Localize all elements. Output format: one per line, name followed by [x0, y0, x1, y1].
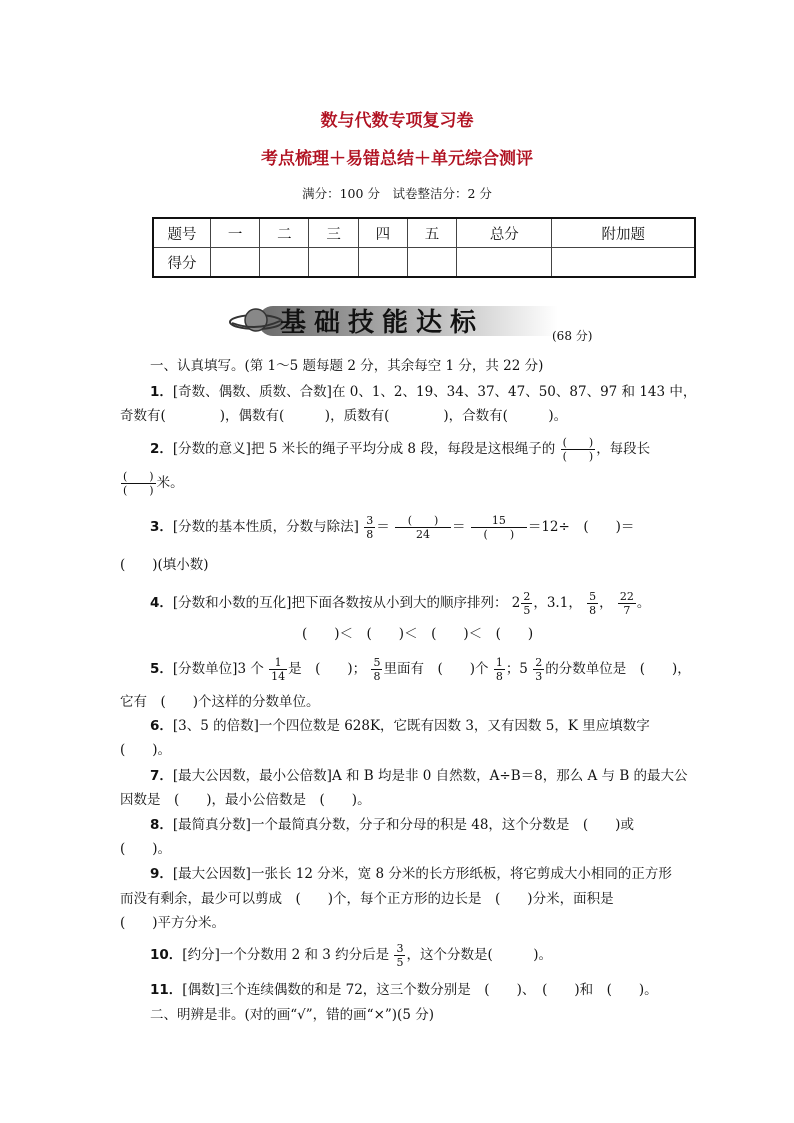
section-banner — [228, 300, 548, 340]
question-text: ，这个分数是( )。 — [406, 947, 553, 963]
fraction: $\frac{2}{3}$ — [535, 656, 543, 683]
score-table-score-row — [153, 248, 695, 278]
score-cell-blank[interactable] — [309, 248, 358, 278]
question-text: [最简真分数]一个最简真分数，分子和分母的积是 48，这个分数是 ( )或 — [172, 817, 634, 833]
question-6-line2: ( )。 — [120, 742, 172, 758]
question-number: 5． — [150, 661, 173, 677]
question-4-answer-line[interactable]: ( )＜ ( )＜ ( )＜ ( ) — [302, 626, 534, 642]
score-cell-blank[interactable] — [260, 248, 309, 278]
question-number: 3． — [150, 519, 173, 535]
fraction: $\frac{3}{8}$ — [366, 514, 374, 541]
question-9-line3: ( )平方分米。 — [120, 915, 226, 931]
score-cell-blank[interactable] — [358, 248, 407, 278]
period: 。 — [636, 595, 651, 611]
question-text: [最大公因数]一张长 12 分米，宽 8 分米的长方形纸板，将它剪成大小相同的正方形 — [172, 866, 672, 882]
part2-heading: 二、明辨是非。(对的画“√”，错的画“×”)(5 分) — [150, 1007, 434, 1023]
question-3-line2: ( )(填小数) — [120, 557, 209, 573]
comma: ， — [599, 595, 613, 611]
question-number: 6． — [150, 718, 173, 734]
exam-subtitle: 考点梳理＋易错总结＋单元综合测评 — [261, 149, 533, 169]
score-cell-header: 二 — [260, 218, 309, 248]
question-text: ；5 — [505, 661, 528, 677]
score-cell-label: 题号 — [153, 218, 211, 248]
question-1 — [150, 380, 696, 400]
score-cell-header: 五 — [407, 218, 456, 248]
part1-heading: 一、认真填写。(第 1～5 题每题 2 分，其余每空 1 分，共 22 分) — [150, 358, 544, 374]
question-text: [分数和小数的互化]把下面各数按从小到大的顺序排列： — [172, 595, 508, 611]
question-text: [约分]一个分数用 2 和 3 约分后是 — [182, 947, 390, 963]
question-number: 11． — [150, 982, 183, 998]
question-7-line2: 因数是 ( )，最小公倍数是 ( )。 — [120, 792, 371, 808]
question-number: 2． — [150, 441, 173, 457]
question-8-line2: ( )。 — [120, 841, 172, 857]
question-1-line2: 奇数有( )，偶数有( )，质数有( )，合数有( )。 — [120, 408, 568, 424]
score-cell-header: 四 — [358, 218, 407, 248]
question-number: 10． — [150, 947, 183, 963]
question-8 — [150, 813, 634, 833]
equals: ＝ — [452, 519, 466, 535]
score-table-header-row — [153, 218, 695, 248]
score-cell-header: 一 — [211, 218, 260, 248]
question-text: [分数单位]3 个 — [172, 661, 264, 677]
fraction-blank[interactable]: $\frac{( )}{24}$ — [395, 514, 451, 541]
score-cell-blank[interactable] — [211, 248, 260, 278]
score-cell-header: 三 — [309, 218, 358, 248]
score-cell-label: 得分 — [153, 248, 211, 278]
question-5-line2: 它有 ( )个这样的分数单位。 — [120, 694, 320, 710]
question-number: 1． — [150, 384, 173, 400]
score-cell-header: 总分 — [457, 218, 552, 248]
score-cell-blank[interactable] — [407, 248, 456, 278]
question-number: 4． — [150, 595, 173, 611]
score-cell-blank[interactable] — [457, 248, 552, 278]
question-11 — [150, 978, 658, 998]
question-text: ，3.1， — [533, 595, 582, 611]
question-text: [3、5 的倍数]一个四位数是 628K，它既有因数 3，又有因数 5，K 里应填数字 — [172, 718, 650, 734]
fraction-blank[interactable]: $\frac{15}{( )}$ — [471, 514, 527, 541]
question-text: 是 ( )； — [288, 661, 367, 677]
question-text: [分数的基本性质，分数与除法] — [172, 519, 359, 535]
fraction: $\frac{5}{8}$ — [589, 590, 597, 617]
section-score: (68 分) — [552, 329, 593, 343]
exam-title: 数与代数专项复习卷 — [320, 111, 474, 131]
question-number: 9． — [150, 866, 173, 882]
question-text: 里面有 ( )个 — [383, 661, 489, 677]
question-text: ＝12÷ ( )＝ — [527, 519, 635, 535]
planet-icon — [228, 304, 288, 338]
question-2 — [150, 436, 650, 463]
question-6 — [150, 714, 650, 734]
question-text: [奇数、偶数、质数、合数]在 0、1、2、19、34、37、47、50、87、97 和 143 中， — [172, 384, 697, 400]
mixed-number: 2 $\frac{2}{5}$ — [511, 590, 531, 617]
question-9-line2: 而没有剩余，最少可以剪成 ( )个，每个正方形的边长是 ( )分米，面积是 — [120, 891, 614, 907]
score-cell-header: 附加题 — [552, 218, 695, 248]
question-7 — [150, 764, 688, 784]
question-9 — [150, 862, 672, 882]
fraction: $\frac{22}{7}$ — [619, 590, 634, 617]
question-number: 8． — [150, 817, 173, 833]
question-text: 米。 — [156, 475, 184, 491]
question-2-line2 — [120, 470, 184, 497]
exam-meta: 满分：100 分 试卷整洁分：2 分 — [302, 186, 492, 201]
question-number: 7． — [150, 768, 173, 784]
equals: ＝ — [376, 519, 390, 535]
fraction: $\frac{5}{8}$ — [373, 656, 381, 683]
question-text: ，每段长 — [596, 441, 651, 457]
fraction: $\frac{1}{8}$ — [495, 656, 503, 683]
banner-title: 基础技能达标 — [280, 308, 485, 338]
question-5 — [150, 656, 691, 683]
score-table — [152, 217, 696, 278]
fraction: $\frac{3}{5}$ — [396, 942, 404, 969]
fraction-blank[interactable]: $\frac{( )}{( )}$ — [123, 470, 154, 497]
score-cell-blank[interactable] — [552, 248, 695, 278]
question-text: [最大公因数，最小公倍数]A 和 B 均是非 0 自然数，A÷B＝8，那么 A 与 B 的最大公 — [172, 768, 688, 784]
fraction-blank[interactable]: $\frac{( )}{( )}$ — [562, 436, 594, 463]
question-4 — [150, 590, 650, 617]
question-text: [偶数]三个连续偶数的和是 72，这三个数分别是 ( )、 ( )和 ( )。 — [182, 982, 658, 998]
question-3 — [150, 514, 634, 541]
fraction: $\frac{1}{14}$ — [271, 656, 286, 683]
question-10 — [150, 942, 552, 969]
question-text: [分数的意义]把 5 米长的绳子平均分成 8 段，每段是这根绳子的 — [172, 441, 556, 457]
question-text: 的分数单位是 ( )， — [545, 661, 691, 677]
